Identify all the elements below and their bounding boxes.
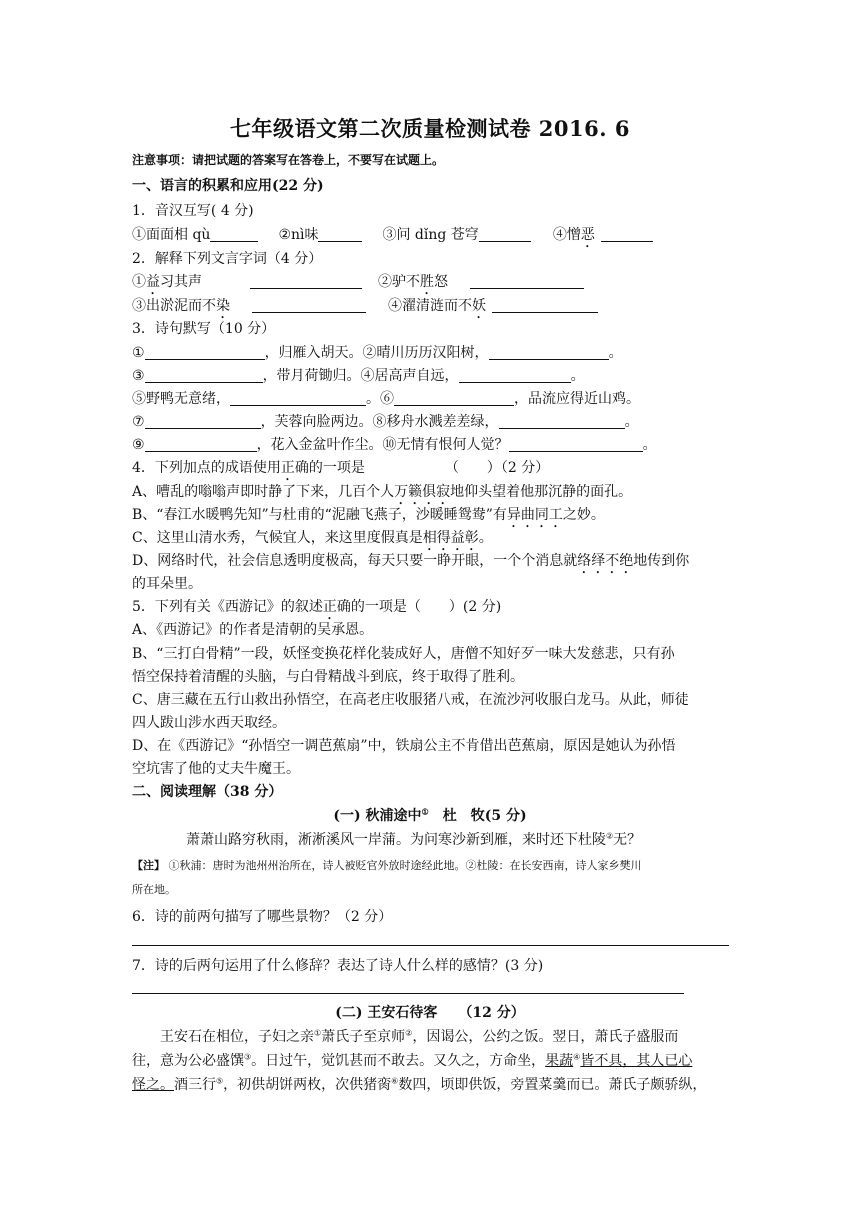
q3-line-2: ③ ，带月荷锄归。④居高声自远， 。: [132, 368, 585, 384]
answer-blank[interactable]: [394, 391, 514, 406]
q4-option-d: D、网络时代，社会信息透明度极高，每天只要一睁开眼，一个个消息就络绎不绝地传到你: [132, 553, 690, 569]
dotted-char: 妖: [472, 298, 486, 314]
q5-heading: 5．下列有关《西游记》的叙述正确的一项是（ ）(2 分): [132, 599, 502, 615]
underlined-sentence: 怪之。: [132, 1077, 174, 1093]
dotted-char: 恶: [580, 227, 595, 243]
prose-line-1: 王安石在相位，子妇之亲①萧氏子至京师②，因谒公，公约之饭。翌日，萧氏子盛服而: [160, 1028, 679, 1045]
q4-heading: 4．下列加点的成语使用正确的一项是 （ ）（2 分）: [132, 460, 550, 476]
poem-title: (一) 秋浦途中① 杜 牧(5 分): [333, 806, 527, 824]
q4-option-b: B、“春江水暖鸭先知”与杜甫的“泥融飞燕子，沙暖睡鸳鸯”有异曲同工之妙。: [132, 507, 605, 523]
answer-blank[interactable]: [492, 298, 598, 313]
answer-blank[interactable]: [252, 298, 366, 313]
q5-option-d: D、在《西游记》“孙悟空一调芭蕉扇”中，铁扇公主不肯借出芭蕉扇，原因是她认为孙悟: [132, 738, 676, 754]
answer-blank[interactable]: [470, 274, 584, 289]
q7-question: 7．诗的后两句运用了什么修辞？表达了诗人什么样的感情？(3 分): [132, 958, 544, 974]
q1-item-d: ④憎: [552, 227, 581, 243]
poem-notes-cont: 所在地。: [132, 883, 176, 896]
q3-line-1: ① ，归雁入胡天。②晴川历历汉阳树， 。: [132, 345, 623, 361]
q5-option-c: C、唐三藏在五行山救出孙悟空，在高老庄收服猪八戒，在流沙河收服白龙马。从此，师徒: [132, 692, 689, 708]
answer-blank[interactable]: [509, 437, 643, 452]
q6-answer-line[interactable]: [132, 945, 729, 946]
q5-option-c-cont: 四人跋山涉水西天取经。: [132, 715, 286, 731]
q3-line-4: ⑦ ，芙蓉向脸两边。⑧移舟水溅差差绿， 。: [132, 414, 639, 430]
q2-row-2: ③出淤泥而不染 ④濯清涟而不妖: [132, 296, 598, 322]
q1-item-c: ③问 dǐng 苍穹: [382, 227, 479, 243]
answer-blank[interactable]: [459, 368, 571, 383]
prose-title: (二) 王安石待客 （12 分）: [335, 1005, 525, 1021]
prose-line-3: 怪之。酒三行⑤，初供胡饼两枚，次供猪脔⑥数四，顷即供饭，旁置菜羹而已。萧氏子颇骄纵，: [132, 1076, 707, 1093]
q1-item-b: ②nì味: [278, 227, 319, 243]
q2-heading: 2．解释下列文言字词（4 分）: [132, 251, 323, 267]
dotted-char: 胜: [420, 274, 434, 290]
dotted-idiom: 万籁俱寂: [394, 484, 451, 500]
q2-row-1: ①益习其声 ②驴不胜怒: [132, 272, 584, 298]
underlined-sentence: 皆不具，其人已心: [580, 1053, 693, 1069]
poem-notes: 【注】 ①秋浦：唐时为池州州治所在，诗人被贬官外放时途经此地。②杜陵：在长安西南，诗人家乡樊川: [132, 859, 642, 872]
answer-blank[interactable]: [230, 391, 366, 406]
dotted-char: 正: [280, 460, 295, 476]
answer-blank[interactable]: [145, 414, 261, 429]
q7-answer-line[interactable]: [132, 993, 684, 994]
q4-option-c: C、这里山清水秀，气候宜人，来这里度假真是相得益彰。: [132, 530, 493, 546]
q5-option-d-cont: 空坑害了他的丈夫牛魔王。: [132, 761, 300, 777]
q1-heading: 1．音汉互写( 4 分): [132, 203, 254, 219]
answer-blank[interactable]: [318, 227, 362, 242]
answer-blank[interactable]: [145, 368, 263, 383]
q5-option-a: A、《西游记》的作者是清朝的吴承恩。: [132, 622, 374, 638]
q3-line-5: ⑨ ，花入金盆叶作尘。⑩无情有恨何人觉？ 。: [132, 437, 657, 453]
underlined-sentence: 果蔬: [545, 1053, 574, 1069]
dotted-char: 正: [322, 599, 337, 615]
note-label: 【注】: [132, 859, 165, 872]
dotted-idiom: 异曲同工: [506, 507, 563, 523]
answer-blank[interactable]: [145, 345, 265, 360]
q5-option-b: B、“三打白骨精”一段，妖怪变换花样化装成好人，唐僧不知好歹一味大发慈悲，只有孙: [132, 646, 675, 662]
q5-option-b-cont: 悟空保持着清醒的头脑，与白骨精战斗到底，终于取得了胜利。: [132, 669, 524, 685]
answer-blank[interactable]: [601, 227, 653, 242]
answer-blank[interactable]: [250, 274, 362, 289]
q6-question: 6．诗的前两句描写了哪些景物？（2 分）: [132, 909, 393, 925]
q1-items: [132, 225, 653, 251]
q1-item-a: ①面面相 qù: [132, 227, 211, 243]
section-1-heading: 一、语言的积累和应用(22 分): [132, 178, 324, 194]
answer-blank[interactable]: [479, 227, 531, 242]
notice: 注意事项：请把试题的答案写在答卷上，不要写在试题上。: [132, 153, 445, 167]
q4-option-d-cont: 的耳朵里。: [132, 576, 202, 592]
prose-line-2: 往，意为公必盛馔③。日过午，觉饥甚而不敢去。又久之，方命坐，果蔬④皆不具，其人已心: [132, 1052, 693, 1069]
poem-text: 萧萧山路穷秋雨，淅淅溪风一岸蒲。为问寒沙新到雁，来时还下杜陵②无？: [186, 831, 642, 848]
q3-heading: 3．诗句默写（10 分）: [132, 321, 276, 337]
dotted-idiom: 相得益彰: [422, 530, 479, 546]
dotted-char: 益: [146, 274, 160, 290]
q3-line-3: ⑤野鸭无意绪， 。⑥ ，品流应得近山鸡。: [132, 391, 640, 407]
section-2-heading: 二、阅读理解（38 分）: [132, 784, 283, 800]
answer-blank[interactable]: [145, 437, 257, 452]
dotted-idiom: 络绎不绝: [577, 553, 634, 569]
answer-blank[interactable]: [210, 227, 258, 242]
answer-blank[interactable]: [489, 345, 609, 360]
page-title: 七年级语文第二次质量检测试卷 2016. 6: [230, 116, 630, 141]
dotted-char: 染: [216, 298, 230, 314]
answer-blank[interactable]: [499, 414, 625, 429]
q4-option-a: A、嘈乱的嗡嗡声即时静了下来，几百个人万籁俱寂地仰头望着他那沉静的面孔。: [132, 484, 633, 500]
answer-paren[interactable]: （ ）（2 分）: [444, 460, 550, 476]
